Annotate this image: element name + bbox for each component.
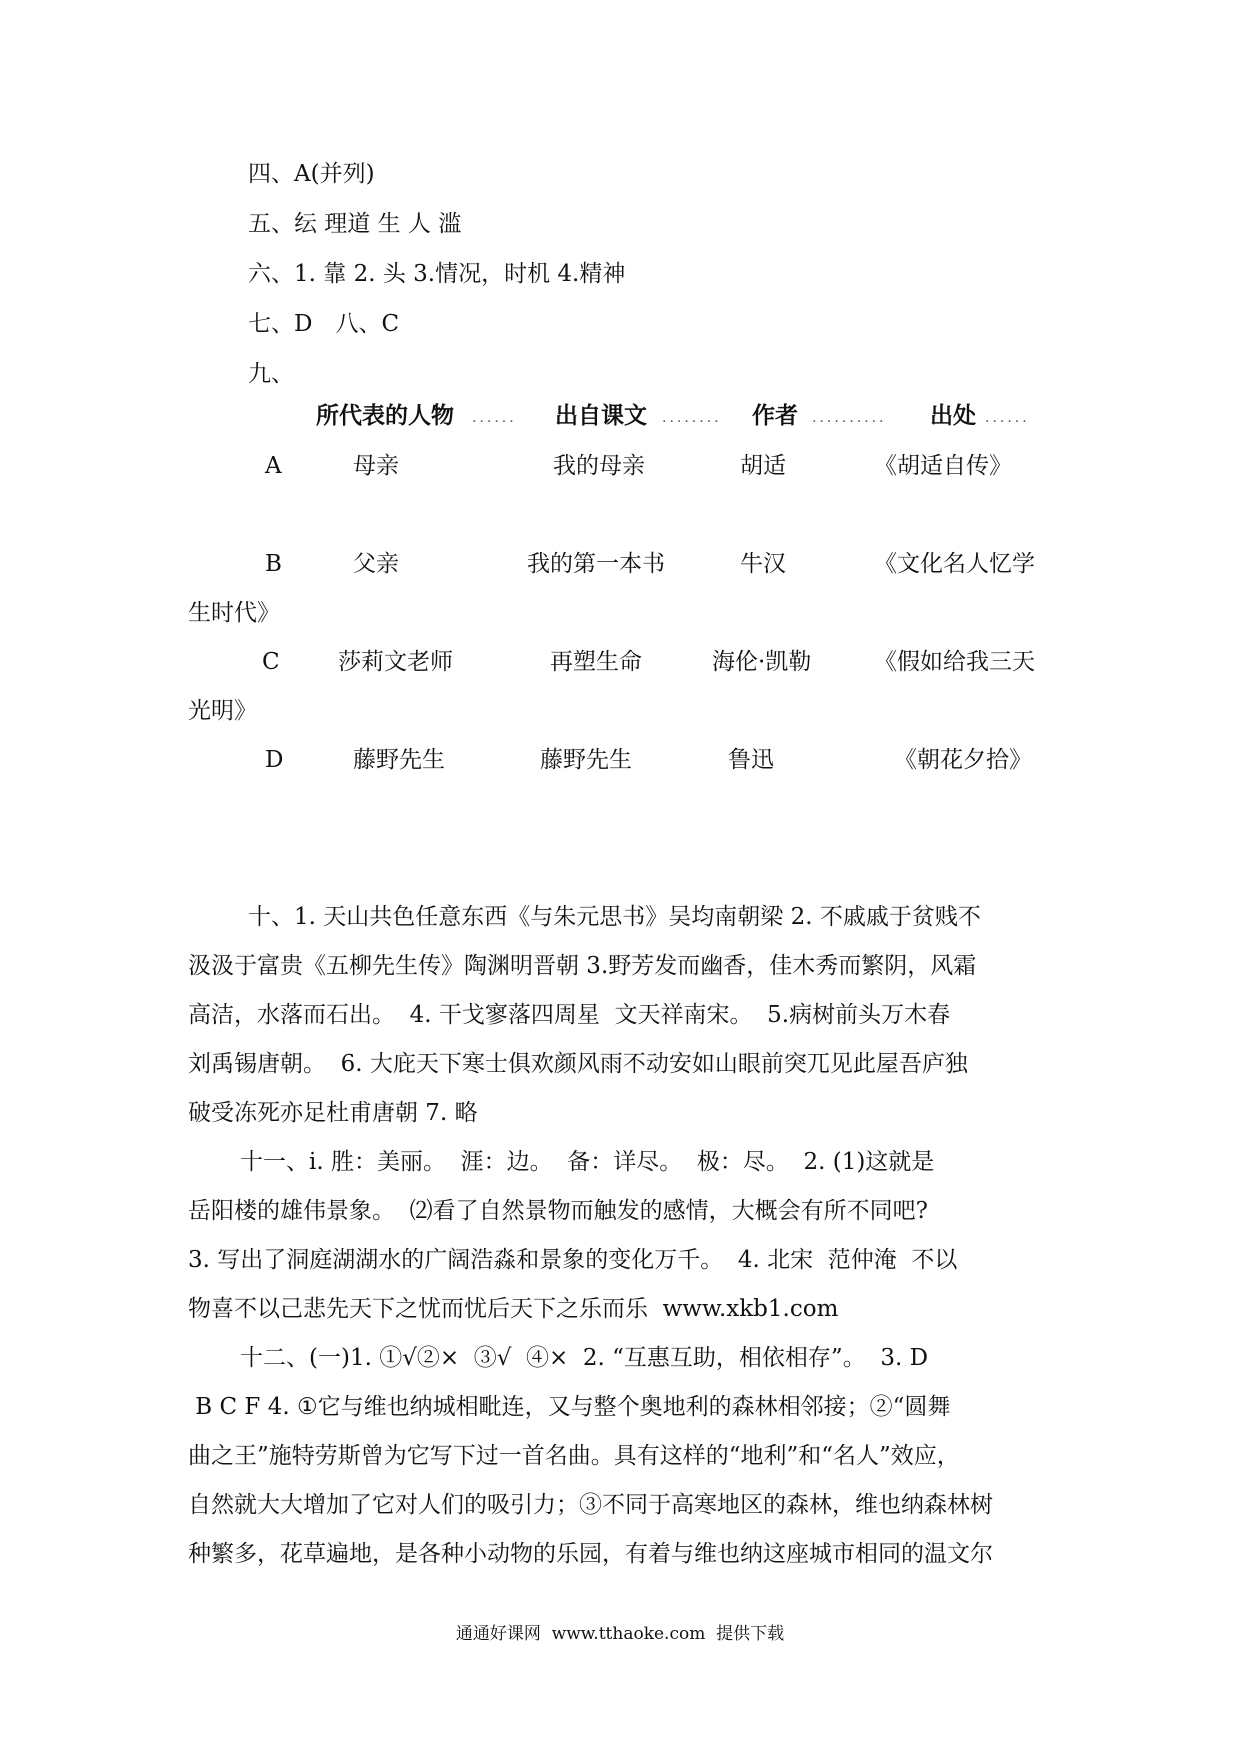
row-source: 《胡适自传》 (874, 453, 1012, 479)
row-person: 莎莉文老师 (338, 649, 453, 675)
paragraph-line: 十、1. 天山共色任意东西《与朱元思书》吴均南朝梁 2. 不戚戚于贫贱不 (248, 904, 981, 930)
header-source: 出处 (930, 403, 976, 429)
row-author: 牛汉 (740, 551, 786, 577)
row-source: 《假如给我三天 (874, 649, 1035, 675)
row-text: 我的第一本书 (527, 551, 665, 577)
answer-q4: 四、A(并列) (248, 161, 375, 187)
row-person: 藤野先生 (353, 747, 445, 773)
answer-q5: 五、纭 理道 生 人 滥 (248, 211, 462, 237)
header-person: 所代表的人物 (316, 403, 454, 429)
row-source-wrap: 光明》 (188, 698, 257, 724)
paragraph-line: 曲之王”施特劳斯曾为它写下过一首名曲。具有这样的“地利”和“名人”效应， (188, 1443, 960, 1469)
row-author: 胡适 (740, 453, 786, 479)
row-source-wrap: 生时代》 (188, 600, 280, 626)
paragraph-line: 3. 写出了洞庭湖湖水的广阔浩淼和景象的变化万千。 4. 北宋 范仲淹 不以 (188, 1247, 958, 1273)
row-text: 藤野先生 (540, 747, 632, 773)
header-author: 作者 (752, 403, 798, 429)
row-letter: D (265, 747, 284, 773)
paragraph-line: 刘禹锡唐朝。 6. 大庇天下寒士俱欢颜风雨不动安如山眼前突兀见此屋吾庐独 (188, 1051, 968, 1077)
row-author: 海伦·凯勒 (712, 649, 812, 675)
answer-q9-label: 九、 (248, 361, 294, 387)
row-author: 鲁迅 (728, 747, 774, 773)
answer-q6: 六、1. 靠 2. 头 3.情况，时机 4.精神 (248, 261, 626, 287)
paragraph-line: 种繁多，花草遍地，是各种小动物的乐园，有着与维也纳这座城市相同的温文尔 (188, 1541, 993, 1567)
row-letter: B (265, 551, 282, 577)
row-source: 《朝花夕拾》 (894, 747, 1032, 773)
row-letter: A (265, 453, 282, 479)
header-dots: ...... (985, 410, 1030, 426)
paragraph-line: 物喜不以己悲先天下之忧而忧后天下之乐而乐 www.xkb1.com (188, 1296, 839, 1322)
paragraph-line: 岳阳楼的雄伟景象。 ⑵看了自然景物而触发的感情，大概会有所不同吧? (188, 1198, 928, 1224)
row-letter: C (262, 649, 280, 675)
answer-q7-q8: 七、D 八、C (248, 311, 400, 337)
paragraph-line: 高洁，水落而石出。 4. 干戈寥落四周星 文天祥南宋。 5.病树前头万木春 (188, 1002, 951, 1028)
header-dots: ........ (662, 410, 722, 426)
paragraph-line: 十二、(一)1. ①√②× ③√ ④× 2. “互惠互助，相依相存”。 3. D (240, 1345, 929, 1371)
header-dots: ...... (472, 410, 517, 426)
paragraph-line: 十一、i. 胜：美丽。 涯：边。 备：详尽。 极：尽。 2. (1)这就是 (240, 1149, 935, 1175)
paragraph-line: 自然就大大增加了它对人们的吸引力；③不同于高寒地区的森林，维也纳森林树 (188, 1492, 993, 1518)
row-person: 母亲 (353, 453, 399, 479)
row-text: 我的母亲 (553, 453, 645, 479)
header-dots: .......... (812, 410, 887, 426)
paragraph-line: 破受冻死亦足杜甫唐朝 7. 略 (188, 1100, 478, 1126)
row-text: 再塑生命 (550, 649, 642, 675)
row-person: 父亲 (353, 551, 399, 577)
row-source: 《文化名人忆学 (874, 551, 1035, 577)
header-text: 出自课文 (555, 403, 647, 429)
paragraph-line: B C F 4. ①它与维也纳城相毗连，又与整个奥地利的森林相邻接；②“圆舞 (188, 1394, 951, 1420)
page-footer: 通通好课网 www.tthaoke.com 提供下载 (455, 1624, 785, 1644)
paragraph-line: 汲汲于富贵《五柳先生传》陶渊明晋朝 3.野芳发而幽香，佳木秀而繁阴，风霜 (188, 953, 977, 979)
